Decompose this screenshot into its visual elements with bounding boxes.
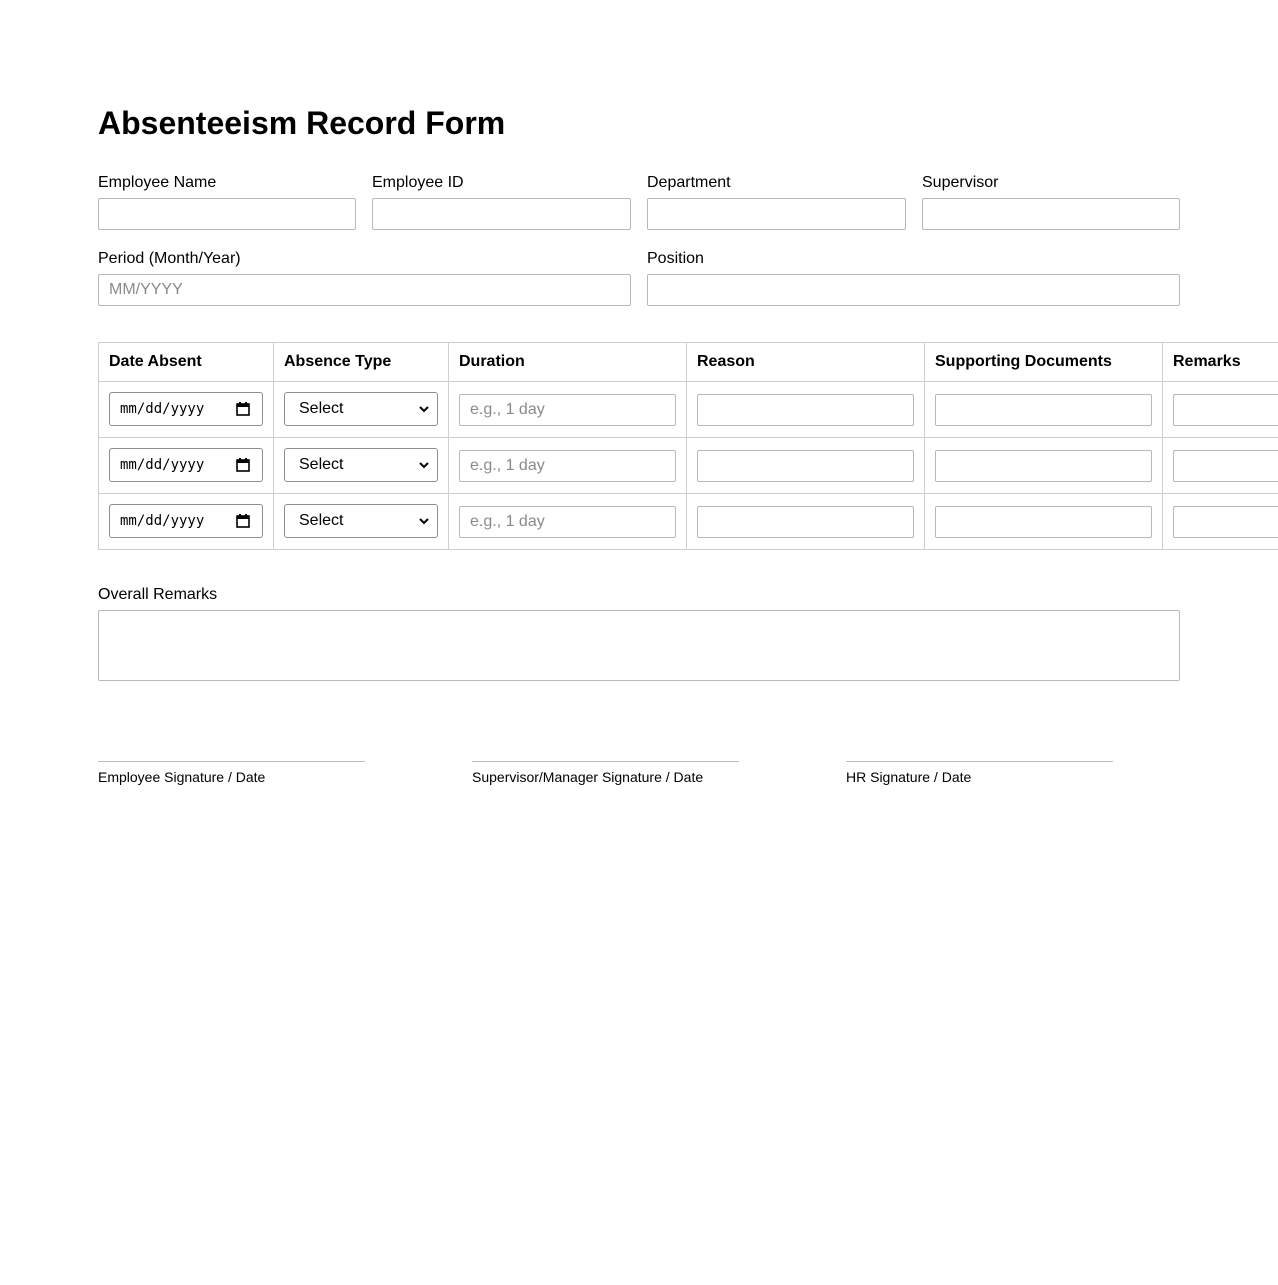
page-title: Absenteeism Record Form [98, 105, 506, 141]
remarks-input[interactable] [1173, 450, 1278, 482]
period-placeholder: MM/YYYY [109, 281, 183, 298]
overall-remarks-textarea[interactable] [98, 610, 1180, 681]
employee-signature-label: Employee Signature / Date [98, 769, 266, 785]
chevron-down-icon [419, 404, 429, 414]
absence-type-select[interactable] [284, 504, 438, 538]
remarks-input[interactable] [1173, 394, 1278, 426]
remarks-input[interactable] [1173, 506, 1278, 538]
employee-id-label: Employee ID [372, 174, 464, 191]
position-input[interactable] [647, 274, 1180, 306]
department-input[interactable] [647, 198, 906, 230]
employee-id-input[interactable] [372, 198, 631, 230]
duration-placeholder: e.g., 1 day [470, 401, 545, 418]
table-header-duration: Duration [448, 342, 687, 382]
table-header-remarks: Remarks [1162, 342, 1278, 382]
absence-type-value: Select [299, 512, 344, 529]
duration-placeholder: e.g., 1 day [470, 457, 545, 474]
calendar-icon[interactable] [236, 458, 250, 472]
hr-signature-label: HR Signature / Date [846, 769, 972, 785]
duration-input[interactable] [459, 394, 676, 426]
table-header-reason: Reason [686, 342, 925, 382]
chevron-down-icon [419, 460, 429, 470]
reason-input[interactable] [697, 450, 914, 482]
supervisor-signature-label: Supervisor/Manager Signature / Date [472, 769, 704, 785]
date-value: mm/dd/yyyy [120, 457, 205, 473]
table-header-type: Absence Type [273, 342, 449, 382]
absence-type-value: Select [299, 456, 344, 473]
calendar-icon[interactable] [236, 402, 250, 416]
department-label: Department [647, 174, 731, 191]
employee-name-input[interactable] [98, 198, 356, 230]
calendar-icon[interactable] [236, 514, 250, 528]
hr-signature-line[interactable] [846, 761, 1113, 762]
supporting-docs-input[interactable] [935, 450, 1152, 482]
table-header-date: Date Absent [98, 342, 274, 382]
reason-input[interactable] [697, 394, 914, 426]
date-value: mm/dd/yyyy [120, 513, 205, 529]
table-header-docs: Supporting Documents [924, 342, 1163, 382]
date-value: mm/dd/yyyy [120, 401, 205, 417]
period-label: Period (Month/Year) [98, 250, 241, 267]
employee-name-label: Employee Name [98, 174, 217, 191]
reason-input[interactable] [697, 506, 914, 538]
date-absent-input[interactable] [109, 504, 263, 538]
supporting-docs-input[interactable] [935, 506, 1152, 538]
position-label: Position [647, 250, 704, 267]
supervisor-label: Supervisor [922, 174, 999, 191]
absence-type-value: Select [299, 400, 344, 417]
duration-input[interactable] [459, 506, 676, 538]
overall-remarks-label: Overall Remarks [98, 586, 218, 603]
supporting-docs-input[interactable] [935, 394, 1152, 426]
absence-type-select[interactable] [284, 448, 438, 482]
duration-placeholder: e.g., 1 day [470, 513, 545, 530]
absence-type-select[interactable] [284, 392, 438, 426]
date-absent-input[interactable] [109, 392, 263, 426]
chevron-down-icon [419, 516, 429, 526]
supervisor-signature-line[interactable] [472, 761, 739, 762]
supervisor-input[interactable] [922, 198, 1180, 230]
employee-signature-line[interactable] [98, 761, 365, 762]
duration-input[interactable] [459, 450, 676, 482]
date-absent-input[interactable] [109, 448, 263, 482]
period-input[interactable] [98, 274, 631, 306]
